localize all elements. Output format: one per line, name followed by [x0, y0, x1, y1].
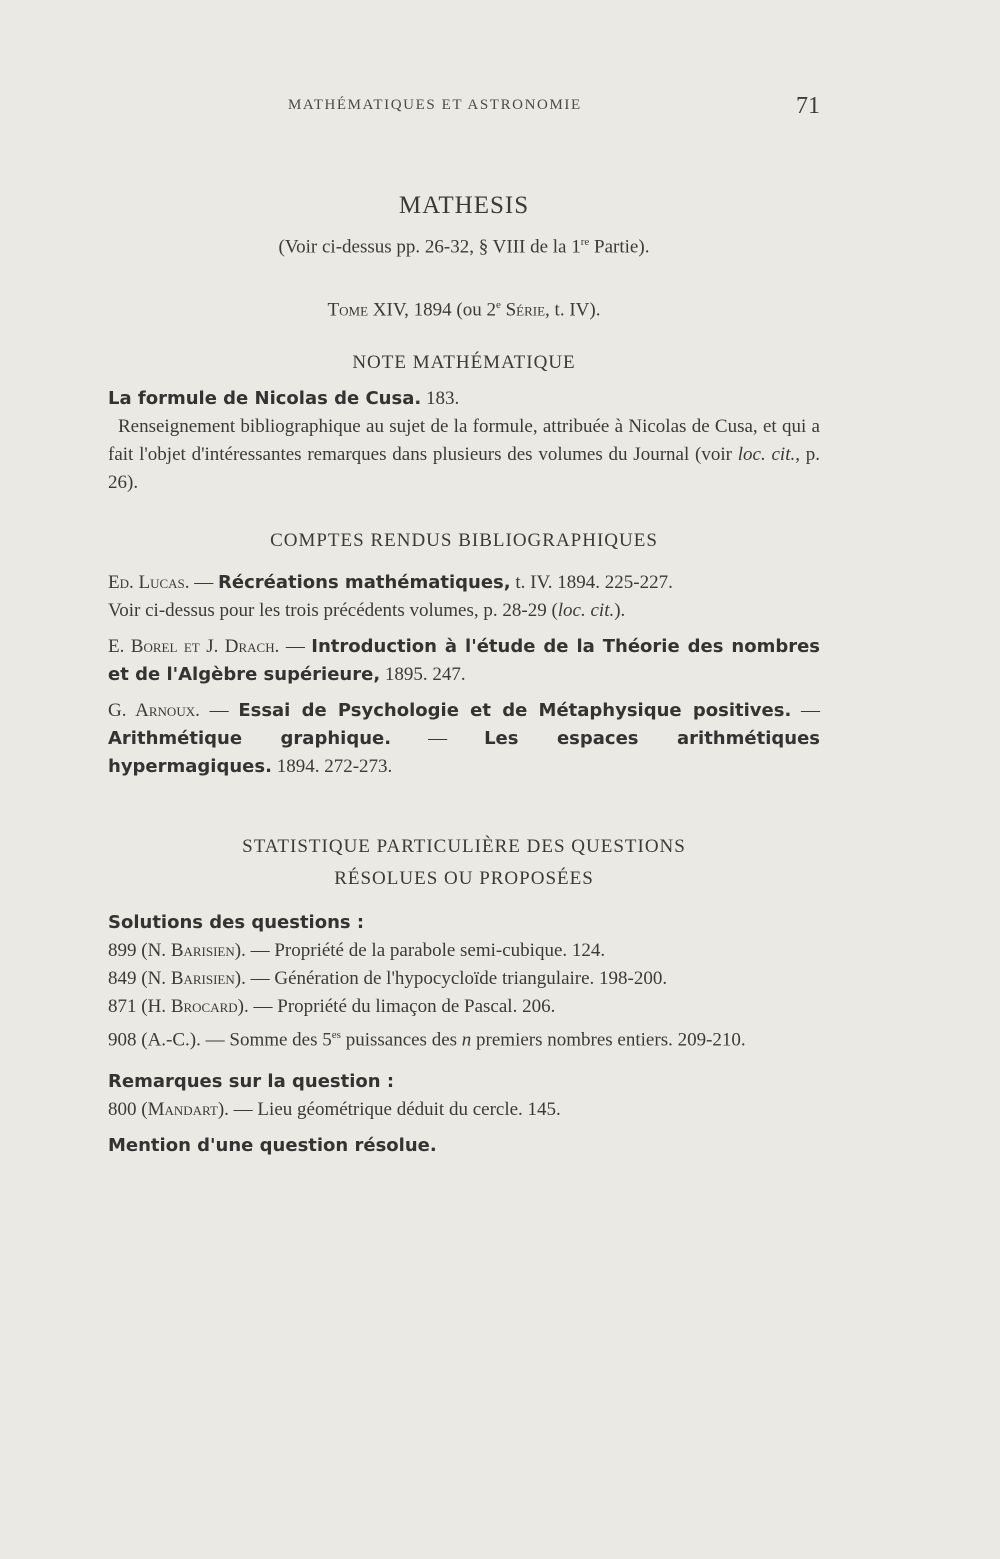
- solution-superscript: es: [331, 1028, 341, 1041]
- tome-label: Tome: [327, 299, 369, 321]
- remarque-item: [108, 1096, 820, 1124]
- review-entry-arnoux: [108, 697, 820, 781]
- solutions-heading-text: Solutions des questions :: [108, 911, 365, 933]
- journal-reference: [108, 228, 820, 261]
- solution-italic: n: [461, 1028, 472, 1050]
- serie-label: Série,: [505, 299, 550, 321]
- reference-superscript: re: [580, 236, 590, 248]
- review-title: Essai de Psychologie et de Métaphysique positives.: [238, 699, 792, 721]
- remarques-heading: [108, 1068, 820, 1096]
- note-description: [108, 413, 820, 497]
- solution-item: [108, 965, 820, 993]
- review-entry-borel-drach: [108, 633, 820, 689]
- solution-author: Brocard: [170, 995, 238, 1017]
- solution-item: [108, 993, 820, 1021]
- note-text: Renseignement bibliographique au sujet de la formule, attribuée à Nicolas de Cusa, et qui a fait l'objet d'intéressantes remarques dans plusieurs des volumes du Journal (voir: [108, 415, 820, 465]
- note-text-end: , p. 26).: [108, 443, 820, 493]
- solution-text: puissances des: [340, 1028, 462, 1050]
- review-dash: —: [199, 699, 239, 721]
- remarque-text: ). — Lieu géométrique déduit du cercle. 145.: [217, 1098, 561, 1120]
- solution-text: premiers nombres entiers. 209-210.: [471, 1028, 746, 1050]
- running-title: MATHÉMATIQUES ET ASTRONOMIE: [288, 97, 582, 113]
- tome-line: [108, 291, 820, 324]
- review-author: G. Arnoux.: [108, 699, 200, 721]
- review-title: Arithmétique graphique.: [108, 727, 392, 749]
- page-header: [108, 93, 820, 123]
- note-text-italic: loc. cit.: [737, 443, 796, 465]
- reference-text: (Voir ci-dessus pp. 26-32, § VIII de la 1: [278, 236, 581, 258]
- review-note-italic: loc. cit.: [557, 599, 615, 621]
- tome-superscript: e: [495, 299, 501, 312]
- remarque-number: 800 (: [108, 1098, 148, 1120]
- mention-heading: [108, 1132, 820, 1160]
- note-item-pages: 183.: [421, 387, 460, 409]
- solution-item: [108, 937, 820, 965]
- review-title: Récréations mathématiques,: [218, 571, 511, 593]
- solution-author: Barisien: [170, 967, 235, 989]
- review-dash: —: [791, 699, 821, 721]
- review-author: E. Borel et J. Drach.: [108, 635, 280, 657]
- review-details: t. IV. 1894. 225-227.: [510, 571, 673, 593]
- tome-volume: t. IV).: [549, 299, 601, 321]
- journal-title: MATHESIS: [398, 192, 530, 219]
- stat-heading-line: STATISTIQUE PARTICULIÈRE DES QUESTIONS: [242, 835, 686, 857]
- review-details: 1894. 272-273.: [271, 755, 393, 777]
- review-note-end: ).: [614, 599, 626, 621]
- note-heading: NOTE MATHÉMATIQUE: [352, 351, 576, 373]
- review-entry-lucas: [108, 569, 820, 597]
- solution-text: 908 (A.-C.). — Somme des 5: [108, 1028, 332, 1050]
- solution-number: 849 (N.: [108, 967, 171, 989]
- solution-number: 871 (H.: [108, 995, 171, 1017]
- solution-number: 899 (N.: [108, 939, 171, 961]
- review-note-lucas: [108, 597, 820, 625]
- review-dash: —: [391, 727, 485, 749]
- solutions-heading: [108, 909, 820, 937]
- reference-text-end: Partie).: [589, 236, 650, 258]
- note-item-title: La formule de Nicolas de Cusa.: [108, 387, 422, 409]
- review-author: Ed. Lucas.: [108, 571, 190, 593]
- solution-text: ). — Propriété de la parabole semi-cubique. 124.: [234, 939, 606, 961]
- review-dash: —: [279, 635, 312, 657]
- solution-text: ). — Propriété du limaçon de Pascal. 206.: [237, 995, 556, 1017]
- remarques-heading-text: Remarques sur la question :: [108, 1070, 395, 1092]
- solution-text: ). — Génération de l'hypocycloïde triangulaire. 198-200.: [234, 967, 668, 989]
- page-number: 71: [796, 93, 820, 119]
- review-title: Les espaces arithmétiques hypermagiques.: [108, 727, 820, 777]
- solution-item: [108, 1021, 820, 1054]
- mention-heading-text: Mention d'une question résolue.: [108, 1134, 437, 1156]
- page-body: [108, 190, 820, 1160]
- stat-heading: [108, 831, 820, 895]
- review-details: 1895. 247.: [380, 663, 466, 685]
- solution-author: Barisien: [170, 939, 235, 961]
- note-item-title-line: [108, 385, 820, 413]
- review-note-text: Voir ci-dessus pour les trois précédents volumes, p. 28-29 (: [108, 599, 558, 621]
- tome-number: XIV, 1894 (ou 2: [368, 299, 496, 321]
- remarque-author: Mandart: [147, 1098, 218, 1120]
- review-dash: —: [189, 571, 219, 593]
- stat-heading-line: RÉSOLUES OU PROPOSÉES: [334, 867, 594, 889]
- comptes-heading: COMPTES RENDUS BIBLIOGRAPHIQUES: [270, 529, 658, 551]
- review-title: Introduction à l'étude de la Théorie des nombres et de l'Algèbre supérieure,: [108, 635, 821, 685]
